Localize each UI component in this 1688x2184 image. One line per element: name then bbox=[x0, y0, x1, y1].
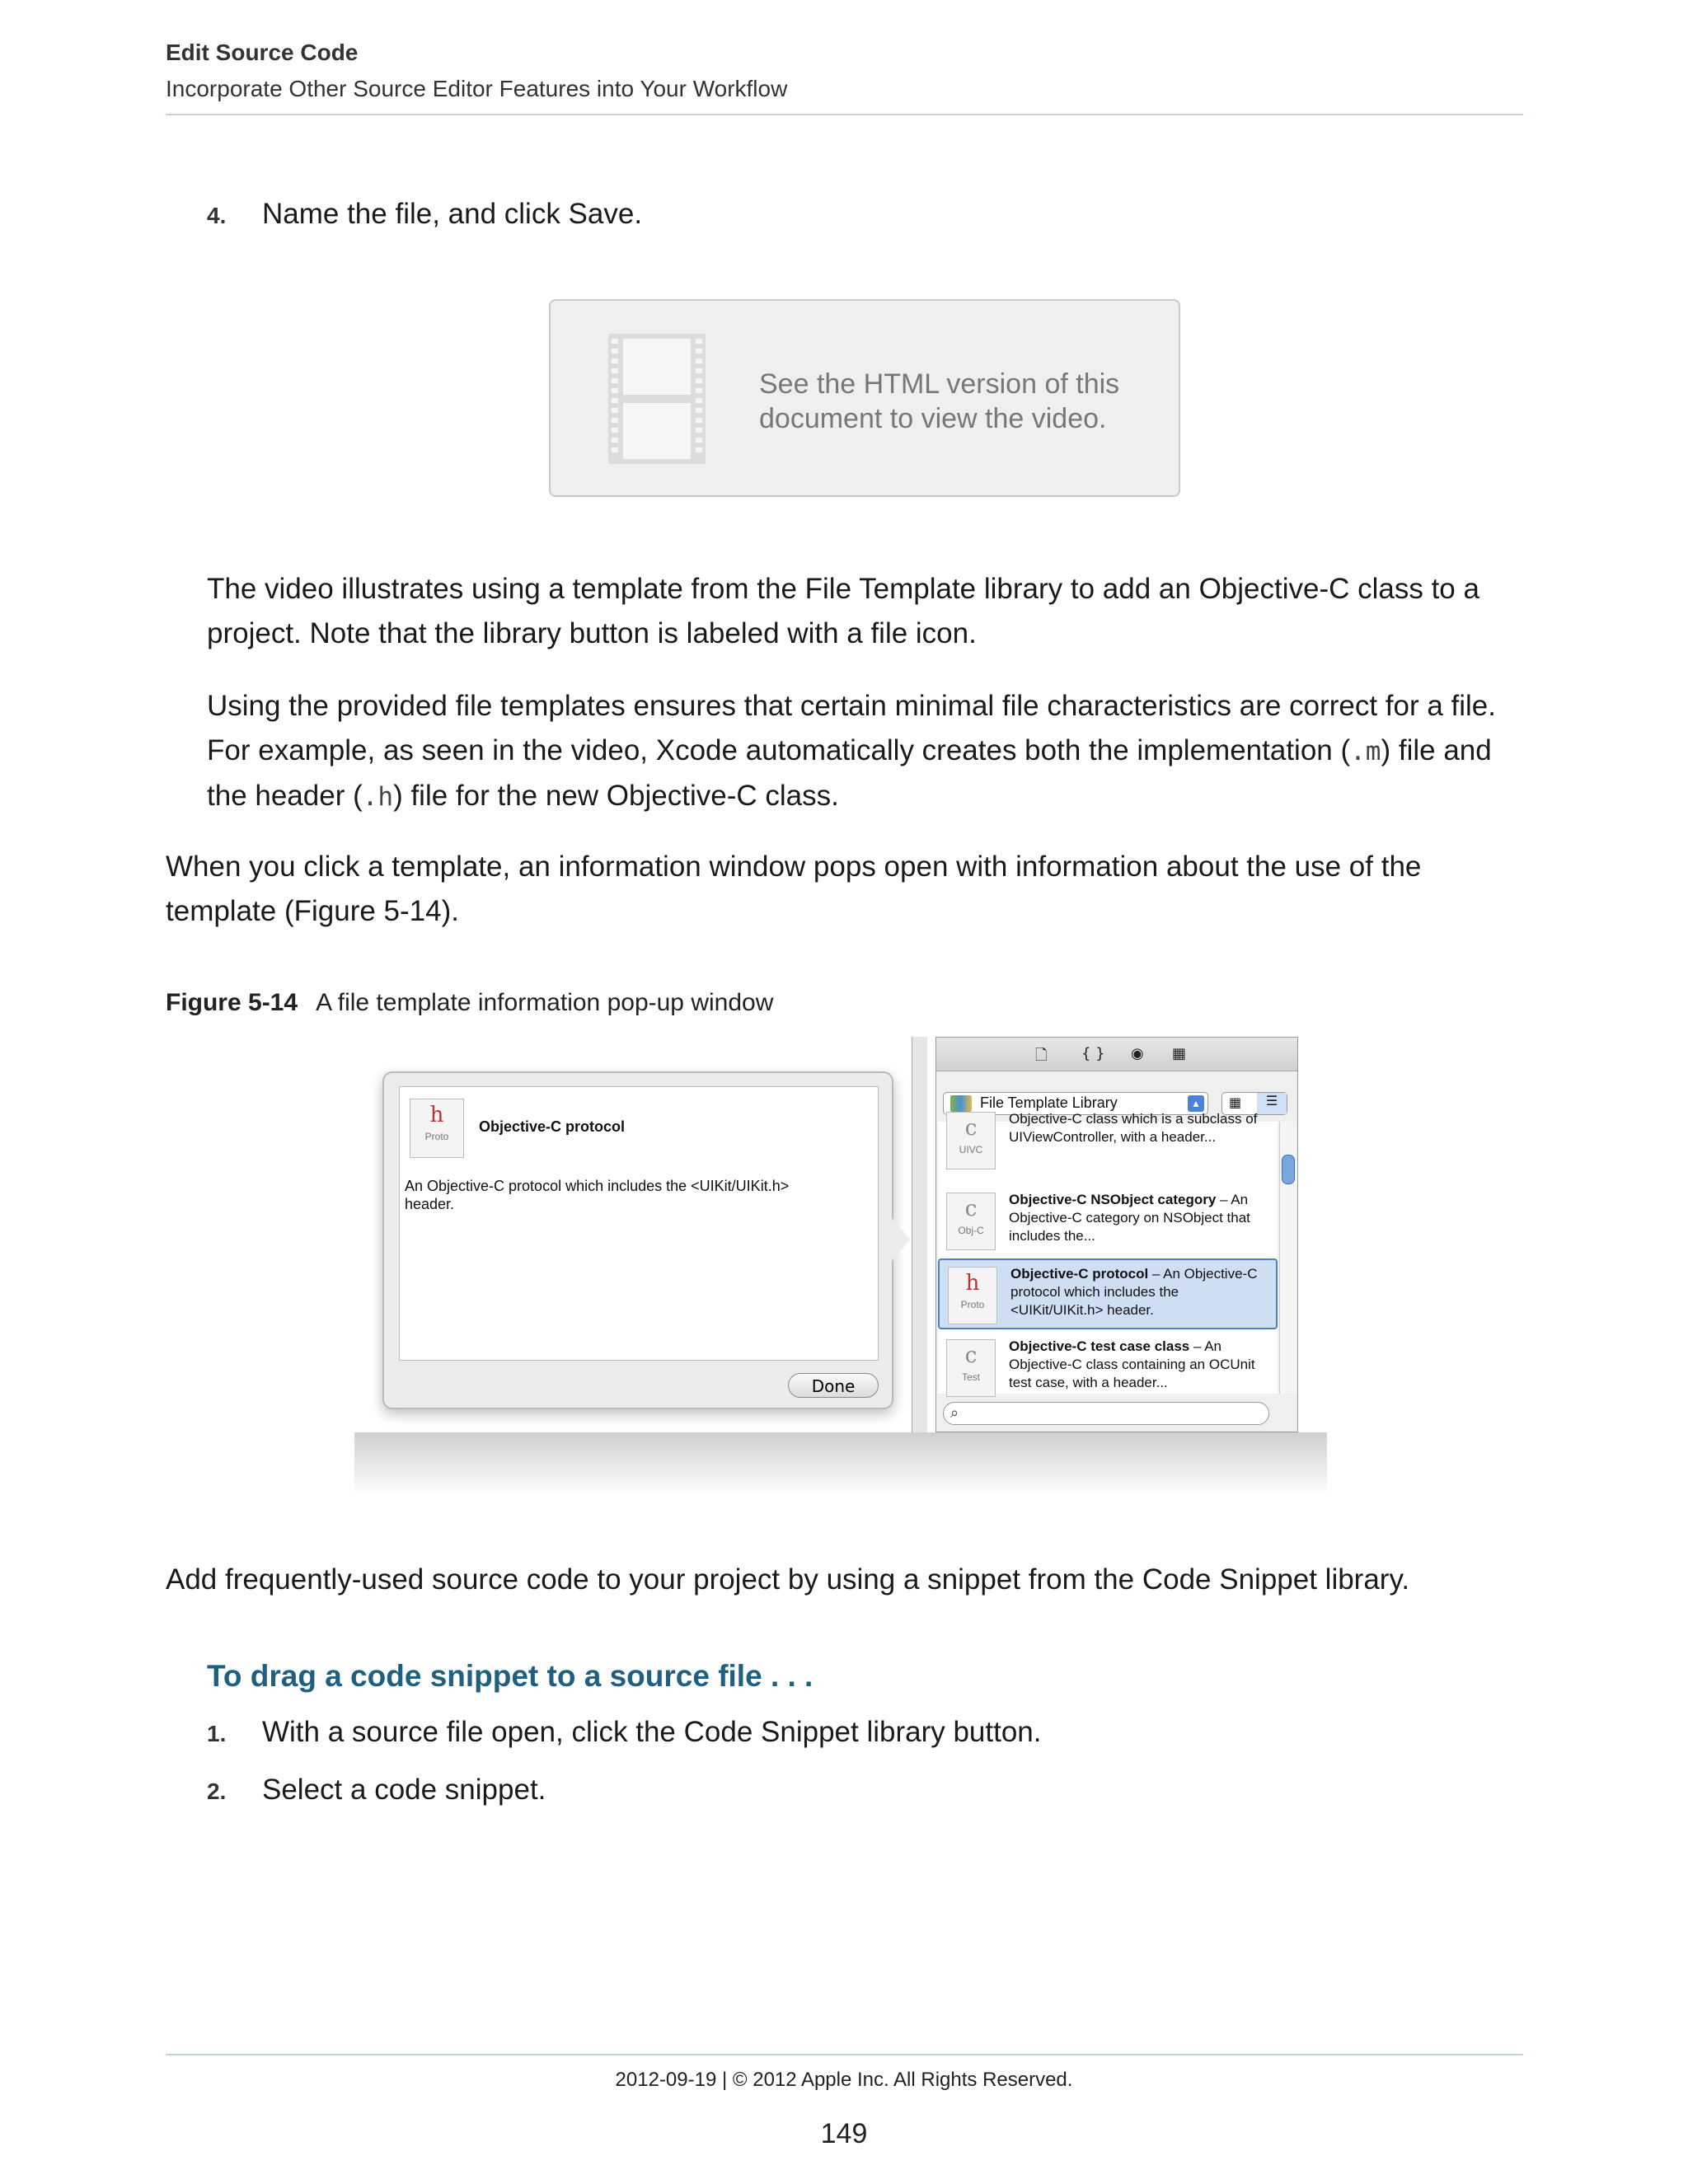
icon-glyph: h bbox=[429, 1103, 444, 1127]
template-file-icon bbox=[946, 1112, 996, 1169]
figure-caption-text: A file template information pop-up window bbox=[316, 989, 774, 1016]
search-icon: ⌕ bbox=[950, 1404, 959, 1421]
video-placeholder-text: See the HTML version of this document to view the video. bbox=[759, 368, 1120, 434]
list-view-icon[interactable]: ☰ bbox=[1257, 1093, 1287, 1114]
chevron-updown-icon: ▲ bbox=[1188, 1095, 1204, 1112]
code-snippet-library-button-icon[interactable]: { } bbox=[1081, 1045, 1105, 1062]
page-number: 149 bbox=[820, 2118, 868, 2149]
list-item-desc: – An Objective-C protocol which includes the <UIKit/UIKit.h> header. bbox=[1010, 1266, 1258, 1318]
template-list-scrollbar[interactable] bbox=[1279, 1122, 1296, 1394]
icon-glyph: h bbox=[965, 1271, 980, 1296]
icon-glyph: c bbox=[964, 1343, 978, 1368]
scrollbar-thumb[interactable] bbox=[1282, 1155, 1295, 1184]
list-item-desc: – An Objective-C category on NSObject that includes the... bbox=[1009, 1192, 1250, 1244]
task-heading: To drag a code snippet to a source file . . . bbox=[207, 1659, 814, 1693]
popup-description-area bbox=[399, 1169, 879, 1361]
grid-view-icon[interactable]: ▦ bbox=[1229, 1096, 1242, 1110]
paragraph: When you click a template, an information window pops open with information about the use of the template (Figure 5-14). bbox=[166, 851, 1422, 927]
icon-tag: Obj-C bbox=[958, 1225, 984, 1236]
list-item-desc: – An Objective-C class containing an OCUnit test case, with a header... bbox=[1009, 1338, 1255, 1390]
file-template-library-panel bbox=[935, 1037, 1298, 1432]
popup-description: An Objective-C protocol which includes the <UIKit/UIKit.h> header. bbox=[405, 1178, 790, 1212]
list-item-text bbox=[1009, 1191, 1273, 1245]
paragraph: Add frequently-used source code to your project by using a snippet from the Code Snippet library. bbox=[166, 1563, 1410, 1596]
list-item-title: Objective-C test case class bbox=[1009, 1338, 1190, 1354]
figure-caption bbox=[166, 989, 773, 1017]
list-item-title: Objective-C protocol bbox=[1010, 1266, 1149, 1282]
film-strip-icon bbox=[608, 334, 706, 464]
list-item[interactable] bbox=[938, 1105, 1278, 1176]
figure-label: Figure 5-14 bbox=[166, 989, 298, 1016]
list-item-selected[interactable] bbox=[938, 1258, 1278, 1329]
footer-divider bbox=[166, 2054, 1523, 2055]
icon-glyph: c bbox=[964, 1197, 978, 1221]
list-item[interactable] bbox=[938, 1333, 1278, 1404]
list-item-text bbox=[1009, 1338, 1273, 1392]
protocol-file-icon bbox=[410, 1099, 464, 1158]
paragraph-text: ) file and the header ( bbox=[207, 734, 1492, 812]
template-file-icon bbox=[946, 1339, 996, 1397]
document-subsection-title: Incorporate Other Source Editor Features into Your Workflow bbox=[166, 76, 788, 101]
list-item-title: Objective-C NSObject category bbox=[1009, 1192, 1217, 1207]
done-button[interactable]: Done bbox=[788, 1373, 879, 1398]
library-selector-label: File Template Library bbox=[980, 1094, 1118, 1111]
icon-glyph: c bbox=[964, 1116, 978, 1141]
template-file-icon bbox=[946, 1193, 996, 1250]
code-extension-m: .m bbox=[1350, 737, 1381, 766]
code-extension-h: .h bbox=[362, 782, 394, 812]
document-section-title: Edit Source Code bbox=[166, 40, 359, 65]
paragraph bbox=[207, 684, 1526, 819]
template-file-icon bbox=[948, 1267, 997, 1324]
step-text: With a source file open, click the Code Snippet library button. bbox=[262, 1716, 1042, 1748]
paragraph-text: Using the provided file templates ensures that certain minimal file characteristics are correct for a file. For example, as seen in the video, Xcode automatically creates both the implementation ( bbox=[207, 690, 1496, 766]
video-placeholder[interactable] bbox=[549, 299, 1180, 497]
template-list bbox=[938, 1111, 1278, 1394]
file-template-library-button-icon[interactable]: 🗋 bbox=[1035, 1047, 1048, 1064]
icon-tag: UIVC bbox=[959, 1144, 983, 1155]
list-item-text bbox=[1010, 1265, 1274, 1319]
paragraph-text: ) file for the new Objective-C class. bbox=[393, 780, 839, 812]
figure-shadow bbox=[354, 1432, 1327, 1495]
list-item-desc: Objective-C class which is a subclass of UIViewController, with a header... bbox=[1009, 1111, 1258, 1145]
object-library-button-icon[interactable]: ◉ bbox=[1131, 1045, 1144, 1062]
step-number: 1. bbox=[207, 1721, 227, 1746]
popup-pointer bbox=[892, 1218, 910, 1261]
paragraph: The video illustrates using a template from the File Template library to add an Objective-C class to a project. Note that the library button is labeled with a file icon. bbox=[207, 573, 1479, 649]
icon-tag: Test bbox=[961, 1371, 980, 1383]
library-search-field[interactable] bbox=[943, 1402, 1269, 1425]
header-divider bbox=[166, 114, 1523, 115]
list-item[interactable] bbox=[938, 1186, 1278, 1257]
list-item-text bbox=[1009, 1110, 1273, 1146]
library-toolbar bbox=[936, 1038, 1297, 1071]
step-number: 2. bbox=[207, 1779, 227, 1804]
step-text: Name the file, and click Save. bbox=[262, 198, 643, 230]
media-library-button-icon[interactable]: ▦ bbox=[1172, 1045, 1187, 1062]
figure-screenshot bbox=[354, 1037, 1327, 1495]
template-info-popup bbox=[382, 1071, 893, 1409]
icon-tag: Proto bbox=[424, 1131, 449, 1142]
icon-tag: Proto bbox=[960, 1299, 985, 1310]
popup-header bbox=[399, 1086, 879, 1170]
step-number: 4. bbox=[207, 203, 227, 228]
footer-copyright: 2012-09-19 | © 2012 Apple Inc. All Rights Reserved. bbox=[615, 2069, 1073, 2091]
popup-title: Objective-C protocol bbox=[479, 1118, 626, 1135]
editor-scrollbar[interactable] bbox=[912, 1037, 927, 1432]
step-text: Select a code snippet. bbox=[262, 1774, 546, 1806]
